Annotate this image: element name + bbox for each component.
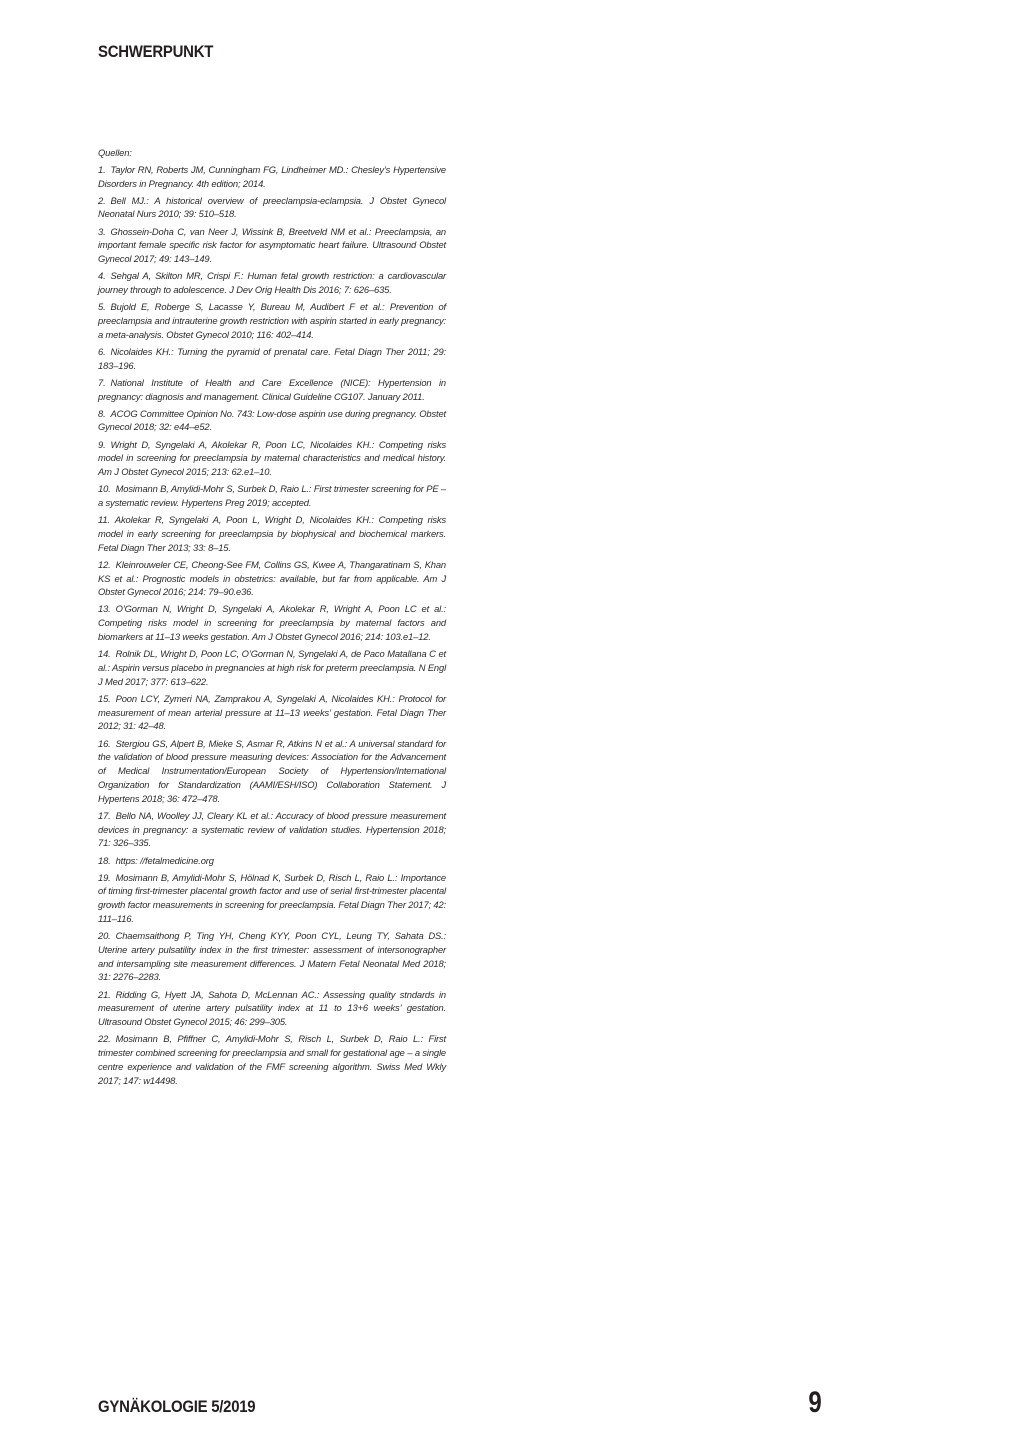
reference-text: Taylor RN, Roberts JM, Cunningham FG, Lindheimer MD.: Chesley’s Hypertensive Disorders in Pregnancy. 4th edition; 2014. [98, 163, 446, 189]
reference-text: Chaemsaithong P, Ting YH, Cheng KYY, Poon CYL, Leung TY, Sahata DS.: Uterine artery pulsatility index in the first trimester: assessment of intersonographer and intersampling site measurement differences. J Matern Fetal Neonatal Med 2018; 31: 2276–2283. [98, 930, 446, 983]
reference-number: 21. [98, 988, 111, 1000]
reference-number: 15. [98, 692, 111, 704]
reference-item [98, 513, 446, 554]
reference-text: National Institute of Health and Care Excellence (NICE): Hypertension in pregnancy: diagnosis and management. Clinical Guideline CG107. January 2011. [98, 376, 446, 402]
reference-item [98, 407, 446, 435]
reference-item [98, 225, 446, 266]
reference-items [98, 163, 446, 1088]
reference-number: 14. [98, 648, 111, 660]
reference-text: Akolekar R, Syngelaki A, Poon L, Wright D, Nicolaides KH.: Competing risks model in early screening for preeclampsia by biophysical and biochemical markers. Fetal Diagn Ther 2013; 33: 8–15. [98, 514, 446, 553]
reference-number: 8. [98, 407, 106, 419]
reference-item [98, 1032, 446, 1087]
reference-item [98, 269, 446, 297]
reference-item [98, 194, 446, 222]
reference-item [98, 438, 446, 479]
reference-item [98, 988, 446, 1029]
reference-text: Wright D, Syngelaki A, Akolekar R, Poon LC, Nicolaides KH.: Competing risks model in screening for preeclampsia by maternal characteristics and medical history. Am J Obstet Gynecol 2015; 213: 62.e1–10. [98, 438, 446, 478]
reference-item [98, 647, 446, 688]
page-number: 9 [808, 1386, 822, 1419]
reference-text: Ghossein-Doha C, van Neer J, Wissink B, Breetveld NM et al.: Preeclampsia, an important female specific risk factor for asymptomatic heart failure. Ultrasound Obstet Gynecol 2017; 49: 143–149. [98, 225, 446, 265]
reference-number: 20. [98, 930, 111, 942]
reference-item [98, 345, 446, 373]
reference-text: ACOG Committee Opinion No. 743: Low-dose aspirin use during pregnancy. Obstet Gynecol 2018; 32: e44–e52. [98, 407, 446, 433]
reference-item [98, 558, 446, 599]
reference-number: 2. [98, 194, 106, 206]
reference-text: Stergiou GS, Alpert B, Mieke S, Asmar R, Atkins N et al.: A universal standard for the validation of blood pressure measuring devices: Association for the Advancement of Medical Instrumentation/European Society of Hypertension/International Organization for Standardization (AAMI/ESH/ISO) Collaboration Statement. J Hypertens 2018; 36: 472–478. [98, 737, 446, 804]
reference-item [98, 300, 446, 341]
reference-number: 19. [98, 871, 111, 883]
reference-item [98, 602, 446, 643]
reference-item [98, 929, 446, 984]
reference-item [98, 163, 446, 191]
reference-number: 10. [98, 483, 111, 495]
reference-text: Mosimann B, Amylidi-Mohr S, Surbek D, Raio L.: First trimester screening for PE – a systematic review. Hypertens Preg 2019; accepted. [98, 483, 446, 508]
reference-text: Bujold E, Roberge S, Lacasse Y, Bureau M, Audibert F et al.: Prevention of preeclampsia and intrauterine growth restriction with aspirin started in early pregnancy: a meta-analysis. Obstet Gynecol 2010; 116: 402–414. [98, 301, 446, 340]
reference-text: Kleinrouweler CE, Cheong-See FM, Collins GS, Kwee A, Thangaratinam S, Khan KS et al.: Prognostic models in obstetrics: available, but far from applicable. Am J Obstet Gynecol 2016; 214: 79–90.e36. [98, 558, 446, 598]
references-list [98, 146, 446, 1091]
reference-number: 13. [98, 603, 111, 615]
reference-text: Nicolaides KH.: Turning the pyramid of prenatal care. Fetal Diagn Ther 2011; 29: 183–196. [98, 345, 446, 371]
reference-item [98, 376, 446, 404]
reference-number: 12. [98, 558, 111, 570]
reference-number: 18. [98, 854, 111, 866]
reference-item [98, 737, 446, 806]
section-header: SCHWERPUNKT [98, 42, 214, 61]
reference-text: O’Gorman N, Wright D, Syngelaki A, Akolekar R, Wright A, Poon LC et al.: Competing risks model in screening for preeclampsia by maternal factors and biomarkers at 11–13 weeks gestation. Am J Obstet Gynecol 2016; 214: 103.e1–12. [98, 603, 446, 643]
reference-number: 3. [98, 225, 106, 237]
reference-number: 7. [98, 376, 106, 388]
reference-text: Poon LCY, Zymeri NA, Zamprakou A, Syngelaki A, Nicolaides KH.: Protocol for measurement of mean arterial pressure at 11–13 weeks’ gestation. Fetal Diagn Ther 2012; 31: 42–48. [98, 692, 446, 732]
reference-text: Mosimann B, Pfiffner C, Amylidi-Mohr S, Risch L, Surbek D, Raio L.: First trimester combined screening for preeclampsia and small for gestational age – a single centre experience and validation of the FMF screening algorithm. Swiss Med Wkly 2017; 147: w14498. [98, 1033, 446, 1086]
reference-item [98, 692, 446, 733]
reference-number: 11. [98, 514, 110, 526]
reference-number: 4. [98, 270, 106, 282]
references-intro: Quellen: [98, 147, 132, 158]
reference-text: Rolnik DL, Wright D, Poon LC, O’Gorman N, Syngelaki A, de Paco Matallana C et al.: Aspirin versus placebo in pregnancies at high risk for preterm preeclampsia. N Engl J Med 2017; 377: 613–622. [98, 648, 446, 687]
journal-issue: GYNÄKOLOGIE 5/2019 [98, 1397, 256, 1416]
reference-text: Ridding G, Hyett JA, Sahota D, McLennan AC.: Assessing quality stndards in measurement of uterine artery pulsatility index at 11 to 13+6 weeks’ gestation. Ultrasound Obstet Gynecol 2015; 46: 299–305. [98, 988, 446, 1028]
reference-item [98, 854, 446, 868]
reference-number: 5. [98, 301, 106, 313]
reference-text: Bell MJ.: A historical overview of preeclampsia-eclampsia. J Obstet Gynecol Neonatal Nurs 2010; 39: 510–518. [98, 194, 446, 220]
reference-text: Bello NA, Woolley JJ, Cleary KL et al.: Accuracy of blood pressure measurement devices in pregnancy: a systematic review of validation studies. Hypertension 2018; 71: 326–335. [98, 809, 446, 849]
reference-number: 1. [98, 163, 106, 175]
reference-number: 6. [98, 345, 106, 357]
reference-item [98, 809, 446, 850]
reference-item [98, 482, 446, 510]
reference-number: 16. [98, 737, 111, 749]
reference-number: 9. [98, 438, 106, 450]
reference-text: https: //fetalmedicine.org [115, 854, 214, 866]
reference-number: 22. [98, 1033, 111, 1045]
reference-text: Sehgal A, Skilton MR, Crispi F.: Human fetal growth restriction: a cardiovascular journey through to adolescence. J Dev Orig Health Dis 2016; 7: 626–635. [98, 270, 446, 296]
reference-number: 17. [98, 809, 111, 821]
reference-text: Mosimann B, Amylidi-Mohr S, Hölnad K, Surbek D, Risch L, Raio L.: Importance of timing first-trimester placental growth factor and use of serial first-trimester placental growth factor measurements in screening for preeclampsia. Fetal Diagn Ther 2017; 42: 111–116. [98, 871, 446, 924]
reference-item [98, 871, 446, 926]
